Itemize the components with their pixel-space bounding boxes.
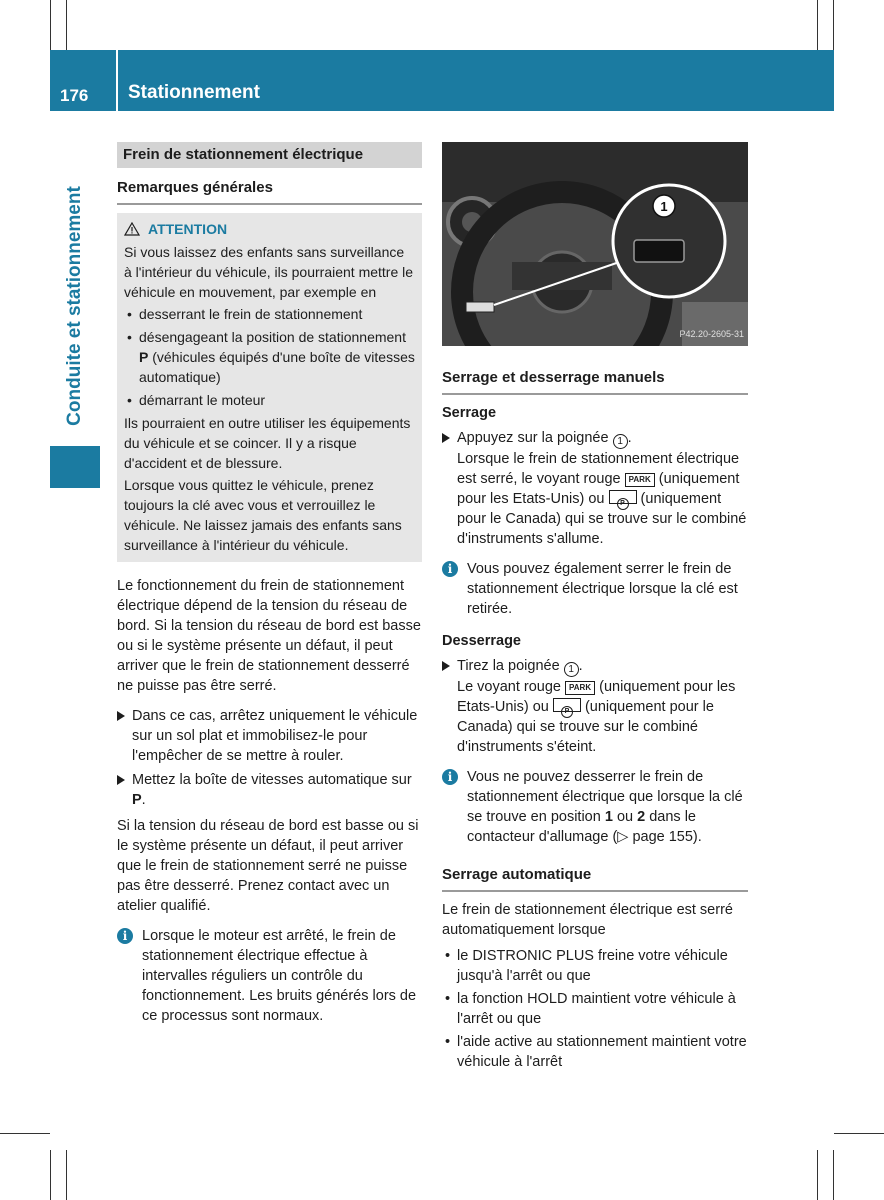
- crop-mark: [0, 1133, 50, 1134]
- subsection-title: Remarques générales: [117, 178, 422, 205]
- callout-1-icon: 1: [564, 662, 579, 677]
- info-note: i Lorsque le moteur est arrêté, le frein de stationnement électrique effectue à intervalles réguliers un contrôle du fonctionnement. Les bruits générés lors de ce processus sont normaux.: [117, 926, 422, 1026]
- info-icon: i: [442, 561, 458, 577]
- list-item: • desserrant le frein de stationnement: [127, 306, 363, 322]
- instruction-step: Dans ce cas, arrêtez uniquement le véhicule sur un sol plat et immobilisez-le pour l'empêcher de se mettre à rouler.: [117, 706, 422, 766]
- subsection-title: Serrage: [442, 405, 497, 421]
- body-paragraph: Si la tension du réseau de bord est basse ou si le système présente un défaut, il peut arriver que le frein de stationnement serré ne puisse pas être desserré. Prenez contact avec un atelier qualifié.: [117, 818, 419, 914]
- warning-text: Lorsque vous quittez le véhicule, prenez toujours la clé avec vous et verrouillez le véhicule. Ne laissez jamais des enfants sans surveillance à l'intérieur du véhicule.: [124, 477, 402, 553]
- header-divider: [116, 50, 118, 111]
- crop-mark: [66, 1150, 67, 1200]
- left-column: [117, 142, 422, 1038]
- parking-brake-indicator-icon: P: [609, 490, 637, 504]
- warning-box: [117, 213, 422, 562]
- info-note: i Vous ne pouvez desserrer le frein de stationnement électrique que lorsque la clé se trouve en position 1 ou 2 dans le contacteur d'allumage (▷ page 155).: [442, 767, 748, 847]
- park-indicator-icon: PARK: [625, 473, 655, 487]
- section-title: Frein de stationnement électrique: [117, 142, 422, 168]
- callout-1-icon: 1: [613, 434, 628, 449]
- subsection-title: Desserrage: [442, 633, 521, 649]
- step-arrow-icon: [442, 661, 450, 671]
- chapter-side-tab: [50, 111, 100, 488]
- instruction-step: Mettez la boîte de vitesses automatique sur P.: [117, 770, 422, 810]
- right-column: [442, 142, 748, 1075]
- figure-code: P42.20-2605-31: [679, 329, 744, 339]
- page-header: [50, 50, 834, 111]
- list-item: • la fonction HOLD maintient votre véhicule à l'arrêt ou que: [445, 991, 736, 1027]
- section-title: Serrage automatique: [442, 865, 748, 892]
- warning-triangle-icon: [124, 222, 140, 236]
- list-item: • l'aide active au stationnement maintient votre véhicule à l'arrêt: [445, 1034, 747, 1070]
- list-item: • désengageant la position de stationnement P (véhicules équipés d'une boîte de vitesses automatique): [127, 329, 415, 385]
- crop-mark: [817, 1150, 818, 1200]
- crop-mark: [834, 1133, 884, 1134]
- list-item: • démarrant le moteur: [127, 392, 266, 408]
- instruction-step: Appuyez sur la poignée 1 . Lorsque le frein de stationnement électrique est serré, le voyant rouge PARK (uniquement pour les Etats-Unis) ou P (uniquement pour le Canada) qui se trouve sur le combiné d'instruments s'allume.: [442, 428, 748, 549]
- chapter-label: Conduite et stationnement: [64, 186, 85, 426]
- crop-mark: [50, 1150, 51, 1200]
- info-icon: i: [117, 928, 133, 944]
- info-note: i Vous pouvez également serrer le frein de stationnement électrique lorsque la clé est retirée.: [442, 559, 748, 619]
- dashboard-photo: [442, 142, 748, 346]
- body-paragraph: Le frein de stationnement électrique est serré automatiquement lorsque: [442, 902, 733, 938]
- crop-mark: [817, 0, 818, 50]
- step-arrow-icon: [117, 775, 125, 785]
- warning-text: Ils pourraient en outre utiliser les équipements du véhicule et se coincer. Il y a risque d'accident et de blessure.: [124, 415, 411, 471]
- parking-brake-indicator-icon: P: [553, 698, 581, 712]
- park-indicator-icon: PARK: [565, 681, 595, 695]
- chapter-marker: [50, 446, 100, 488]
- warning-title: ATTENTION: [124, 219, 415, 239]
- page-number: 176: [60, 86, 89, 105]
- warning-intro: Si vous laissez des enfants sans surveillance à l'intérieur du véhicule, ils pourraient mettre le véhicule en mouvement, par exemple en: [124, 244, 414, 300]
- svg-text:1: 1: [660, 199, 668, 214]
- steering-wheel-illustration: [442, 142, 748, 346]
- crop-mark: [833, 1150, 834, 1200]
- body-paragraph: Le fonctionnement du frein de stationnement électrique dépend de la tension du réseau de bord. Si la tension du réseau de bord est basse ou si le système présente un défaut, il peut arriver que le frein de stationnement desserré ne puisse pas être serré.: [117, 578, 421, 694]
- crop-mark: [833, 0, 834, 50]
- info-icon: i: [442, 769, 458, 785]
- page-title: Stationnement: [128, 82, 260, 103]
- section-title: Serrage et desserrage manuels: [442, 368, 748, 395]
- instruction-step: Tirez la poignée 1 . Le voyant rouge PARK (uniquement pour les Etats-Unis) ou P (uniquement pour le Canada) qui se trouve sur le combiné d'instruments s'éteint.: [442, 656, 748, 757]
- step-arrow-icon: [442, 433, 450, 443]
- list-item: • le DISTRONIC PLUS freine votre véhicule jusqu'à l'arrêt ou que: [445, 948, 728, 984]
- crop-mark: [50, 0, 51, 50]
- step-arrow-icon: [117, 711, 125, 721]
- crop-mark: [66, 0, 67, 50]
